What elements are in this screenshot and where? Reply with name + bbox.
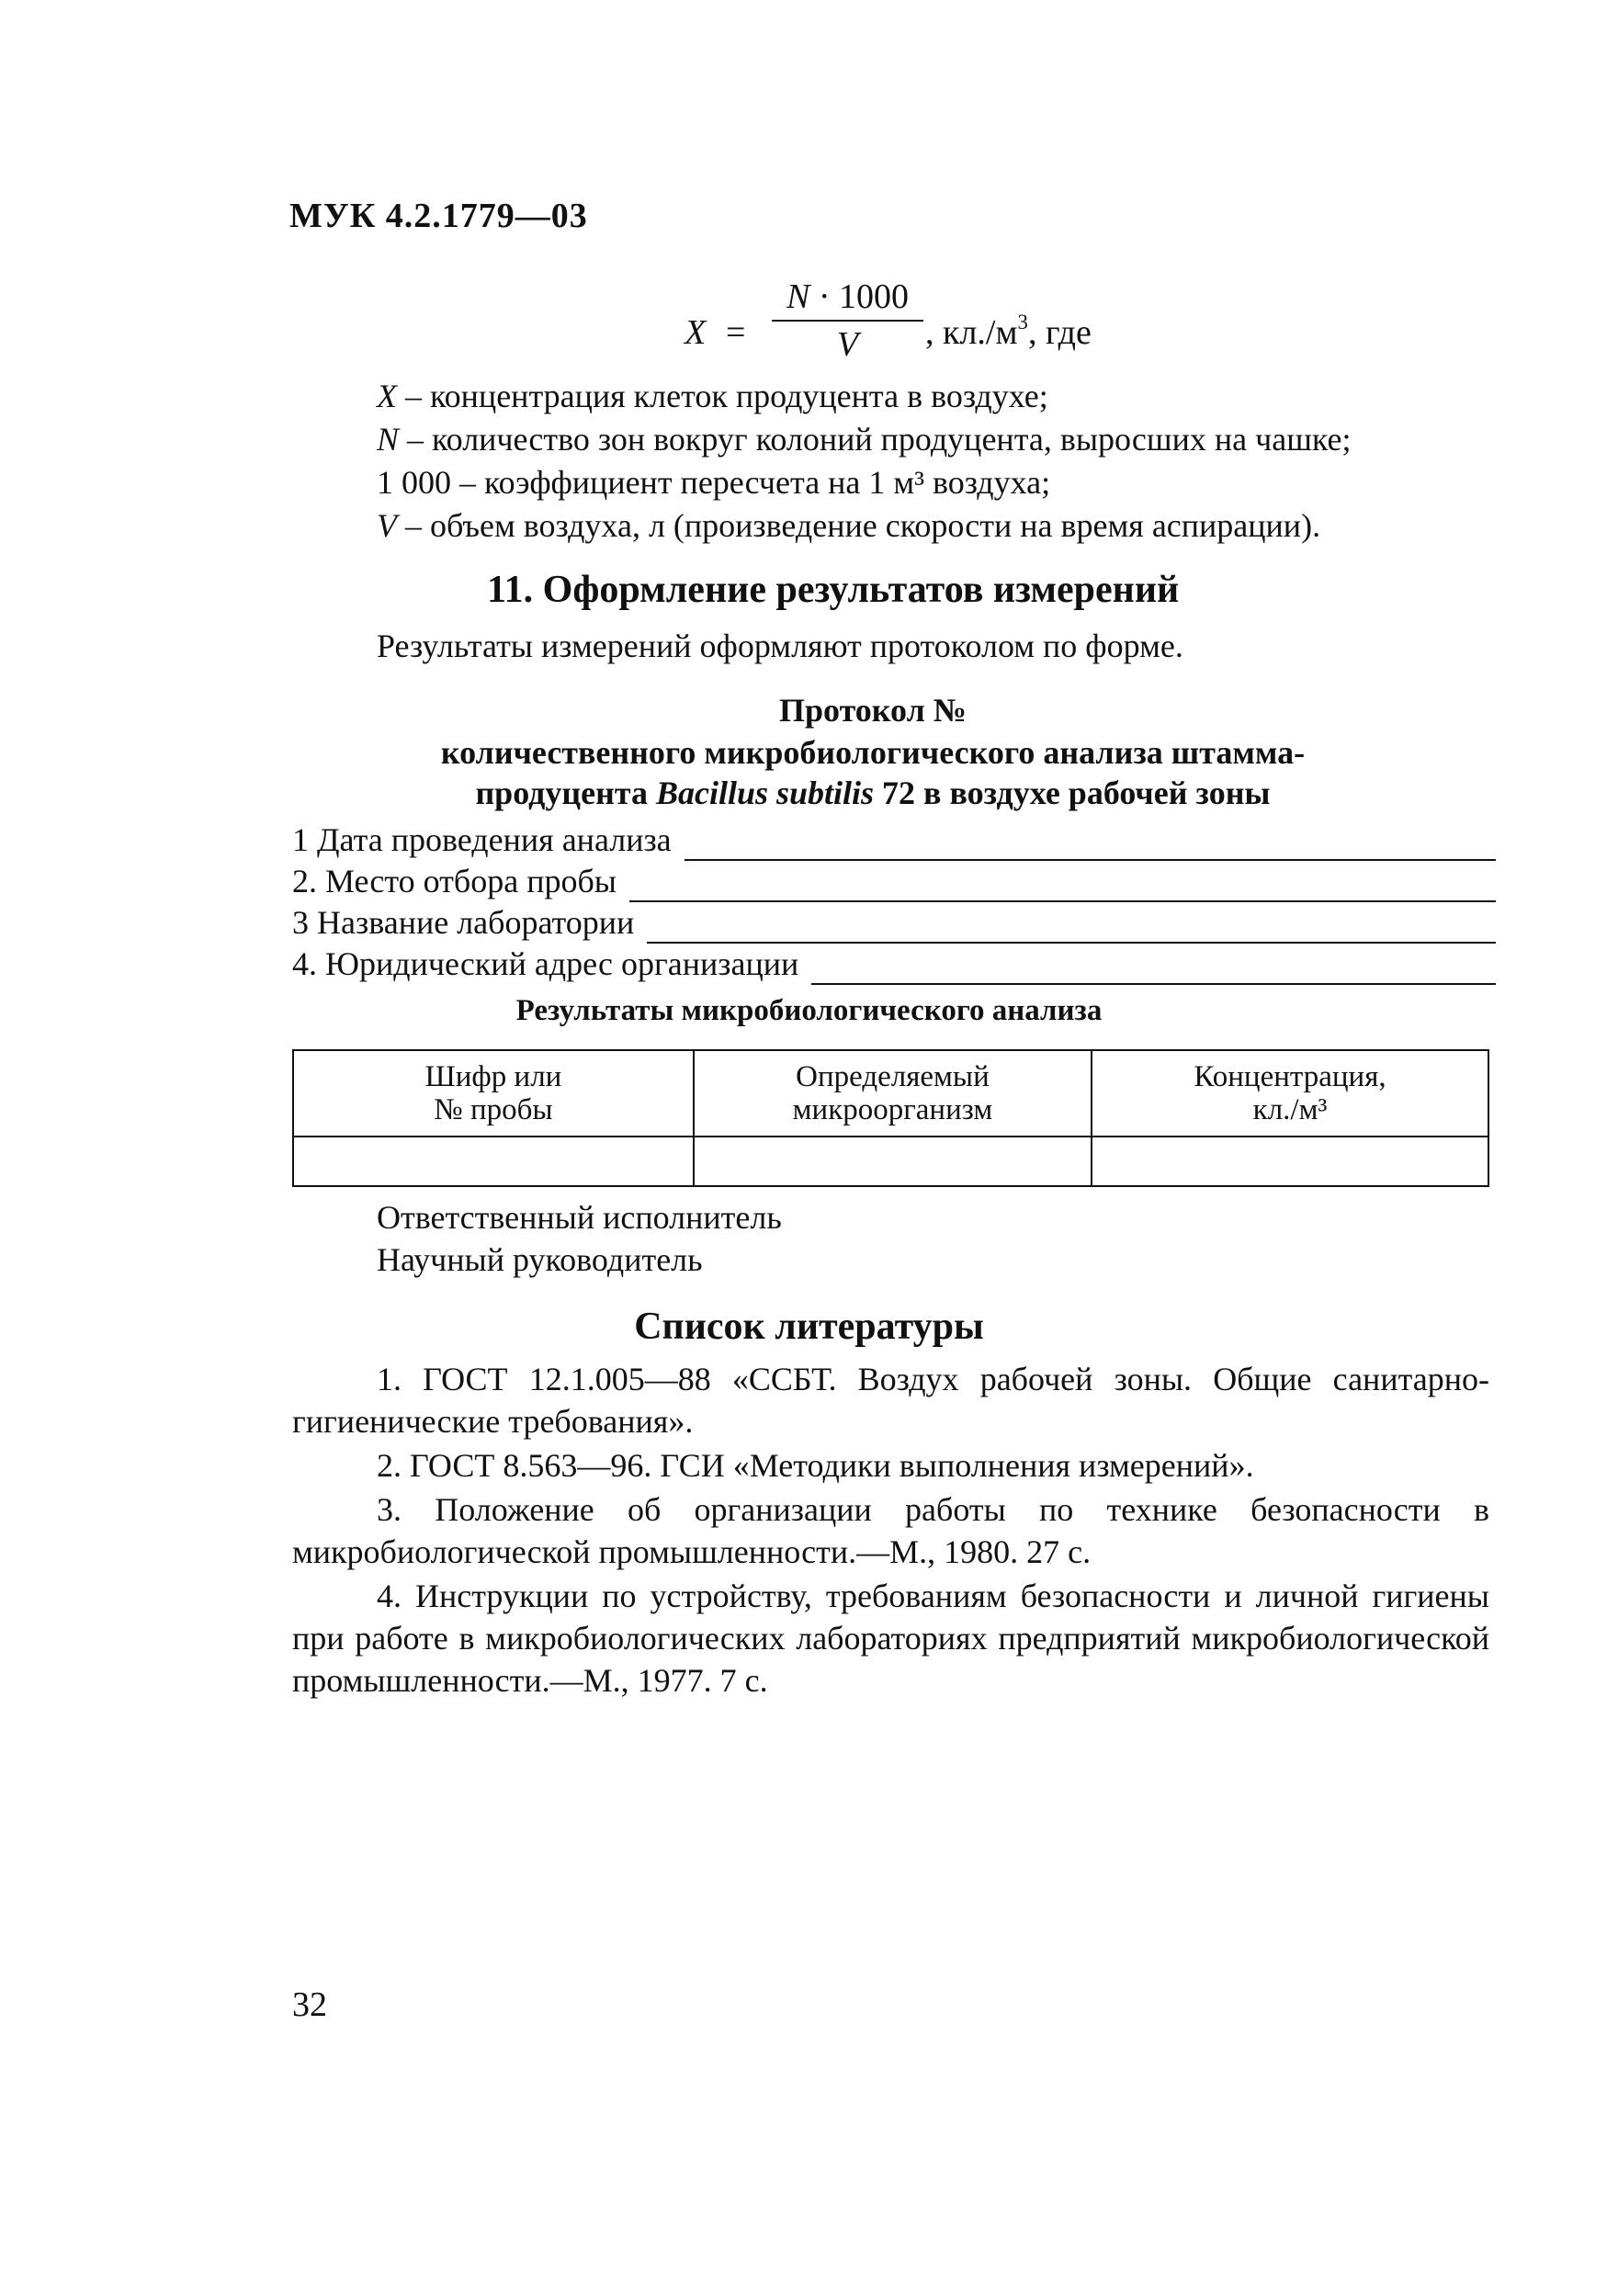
column-header-line: № пробы [434,1093,553,1126]
field-legal-address [292,944,1496,985]
literature-item: 2. ГОСТ 8.563—96. ГСИ «Методики выполнения измерений». [377,1447,1254,1484]
signers [377,1196,782,1281]
definition-v [377,504,1498,548]
column-header-concentration [1092,1050,1488,1137]
literature-item: 1. ГОСТ 12.1.005—88 «ССБТ. Воздух рабочей зоны. Общие санитарно-гигиенические требования». [292,1361,1489,1440]
field-laboratory-name [292,902,1496,944]
field-label: 3 Название лаборатории [292,904,635,941]
signer-supervisor: Научный руководитель [377,1241,703,1278]
field-blank-line[interactable] [629,871,1496,902]
table-cell[interactable] [293,1137,694,1186]
column-header-line: Концентрация, [1194,1060,1386,1093]
protocol-title: Протокол № [779,692,967,729]
protocol-subtitle-line2 [276,772,1470,814]
formula-numerator-var: N [786,277,810,316]
strain-name: Bacillus subtilis [655,775,875,811]
formula-unit-prefix: , кл./м [925,313,1018,352]
formula-unit-power: 3 [1017,311,1028,334]
formula-equals: = [726,313,746,352]
formula-lhs: X [685,313,707,352]
results-header-row [293,1050,1488,1137]
column-header-sample-code [293,1050,694,1137]
column-header-microorganism [694,1050,1092,1137]
document-header: МУК 4.2.1779—03 [289,197,588,235]
field-sampling-place [292,861,1496,902]
section-11-text: Результаты измерений оформляют протоколом по форме. [377,628,1183,664]
definition-var: X [377,378,397,414]
results-table [292,1049,1489,1187]
field-blank-line[interactable] [647,912,1496,944]
definition-var: N [377,421,400,458]
concentration-formula [685,276,1107,386]
literature-item: 4. Инструкции по устройству, требованиям безопасности и личной гигиены при работе в микробиологических лабораториях предприятий микробиологической промышленности.—М., 1977. 7 с. [292,1578,1489,1699]
field-blank-line[interactable] [811,954,1496,985]
field-label: 4. Юридический адрес организации [292,945,799,982]
field-label: 1 Дата проведения анализа [292,821,672,858]
definition-coefficient [377,461,1498,504]
page-number: 32 [292,1985,327,2024]
formula-fraction-bar [772,320,923,322]
definition-var: V [377,507,397,544]
signer-responsible: Ответственный исполнитель [377,1199,782,1236]
literature-list [292,1358,1489,1703]
definition-x [377,375,1498,418]
formula-fraction [772,276,923,366]
table-row [293,1137,1488,1186]
results-title: Результаты микробиологического анализа [515,994,1103,1027]
column-header-line: микроорганизм [792,1093,993,1126]
column-header-line: Шифр или [424,1060,562,1093]
definition-text: 1 000 – коэффициент пересчета на 1 м³ воздуха; [377,464,1051,501]
field-label: 2. Место отбора пробы [292,863,617,899]
section-11-title: 11. Оформление результатов измерений [487,569,1180,611]
protocol-subtitle-line1: количественного микробиологического анализа штамма- [440,734,1306,771]
formula-unit [925,312,1092,353]
literature-title: Список литературы [634,1306,984,1348]
definition-text: – количество зон вокруг колоний продуцента, выросших на чашке; [399,421,1352,458]
definition-text: – объем воздуха, л (произведение скорости на время аспирации). [397,507,1321,544]
literature-item: 3. Положение об организации работы по технике безопасности в микробиологической промышленности.—М., 1980. 27 с. [292,1491,1489,1570]
protocol-subtitle-post: 72 в воздухе рабочей зоны [874,775,1271,811]
formula-numerator [772,276,923,318]
variable-definitions [377,375,1498,548]
column-header-line: кл./м³ [1252,1093,1328,1126]
field-analysis-date [292,820,1496,861]
definition-n [377,418,1498,461]
formula-unit-suffix: , где [1027,313,1092,352]
protocol-subtitle-pre: продуцента [475,775,656,811]
formula-numerator-rest: · 1000 [818,277,909,316]
formula-denominator: V [836,325,859,364]
definition-text: – концентрация клеток продуцента в воздухе; [397,378,1048,414]
table-cell[interactable] [694,1137,1092,1186]
column-header-line: Определяемый [796,1060,990,1093]
table-cell[interactable] [1092,1137,1488,1186]
field-blank-line[interactable] [685,830,1496,861]
protocol-fields [292,820,1496,985]
